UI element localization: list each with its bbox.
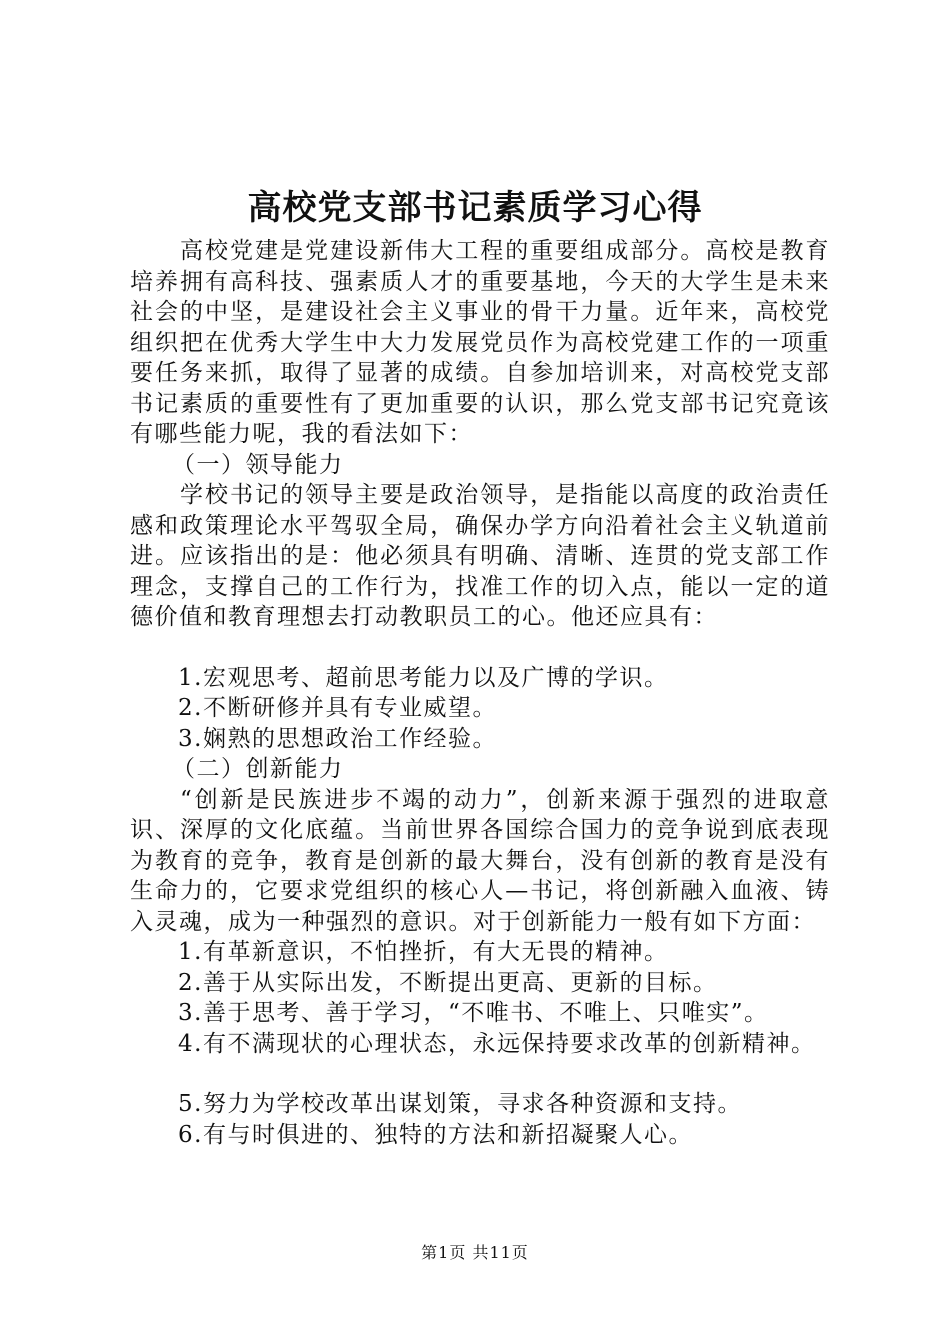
spacer <box>130 1059 830 1089</box>
spacer <box>130 633 830 663</box>
section-heading-innovation: （二）创新能力 <box>172 756 344 782</box>
list-item: 6.有与时俱进的、独特的方法和新招凝聚人心。 <box>178 1121 693 1148</box>
list-item: 1.有革新意识，不怕挫折，有大无畏的精神。 <box>178 939 669 965</box>
list-item: 4.有不满现状的心理状态，永远保持要求改革的创新精神。 <box>178 1030 816 1057</box>
intro-paragraph: 高校党建是党建设新伟大工程的重要组成部分。高校是教育培养拥有高科技、强素质人才的重要基地，今天的大学生是未来社会的中坚，是建设社会主义事业的骨干力量。近年来，高校党组织把在优秀大学生中大力发展党员作为高校党建工作的一项重要任务来抓，取得了显著的成绩。自参加培训来，对高校党支部书记素质的重要性有了更加重要的认识，那么党支部书记究竟该有哪些能力呢，我的看法如下： <box>130 238 830 447</box>
list-item: 3.娴熟的思想政治工作经验。 <box>178 725 497 752</box>
list-item: 1.宏观思考、超前思考能力以及广博的学识。 <box>178 664 669 691</box>
list-item: 2.不断研修并具有专业威望。 <box>178 695 497 721</box>
innovation-paragraph: “创新是民族进步不竭的动力”，创新来源于强烈的进取意识、深厚的文化底蕴。当前世界各国综合国力的竞争说到底表现为教育的竞争，教育是创新的最大舞台，没有创新的教育是没有生命力的，它要求党组织的核心人—书记，将创新融入血液、铸入灵魂，成为一种强烈的意识。对于创新能力一般有如下方面： <box>130 786 830 935</box>
list-item: 5.努力为学校改革出谋划策，寻求各种资源和支持。 <box>178 1091 742 1117</box>
document-title: 高校党支部书记素质学习心得 <box>247 188 703 228</box>
list-item: 2.善于从实际出发，不断提出更高、更新的目标。 <box>178 969 718 996</box>
list-item: 3.善于思考、善于学习，“不唯书、不唯上、只唯实”。 <box>178 1000 769 1026</box>
document-body <box>130 236 830 1150</box>
section-heading-leadership: （一）领导能力 <box>172 451 344 478</box>
leadership-paragraph: 学校书记的领导主要是政治领导，是指能以高度的政治责任感和政策理论水平驾驭全局，确保办学方向沿着社会主义轨道前进。应该指出的是：他必须具有明确、清晰、连贯的党支部工作理念，支撑自己的工作行为，找准工作的切入点，能以一定的道德价值和教育理想去打动教职员工的心。他还应具有： <box>130 482 830 630</box>
page-number-footer: 第1页 共11页 <box>421 1243 529 1262</box>
